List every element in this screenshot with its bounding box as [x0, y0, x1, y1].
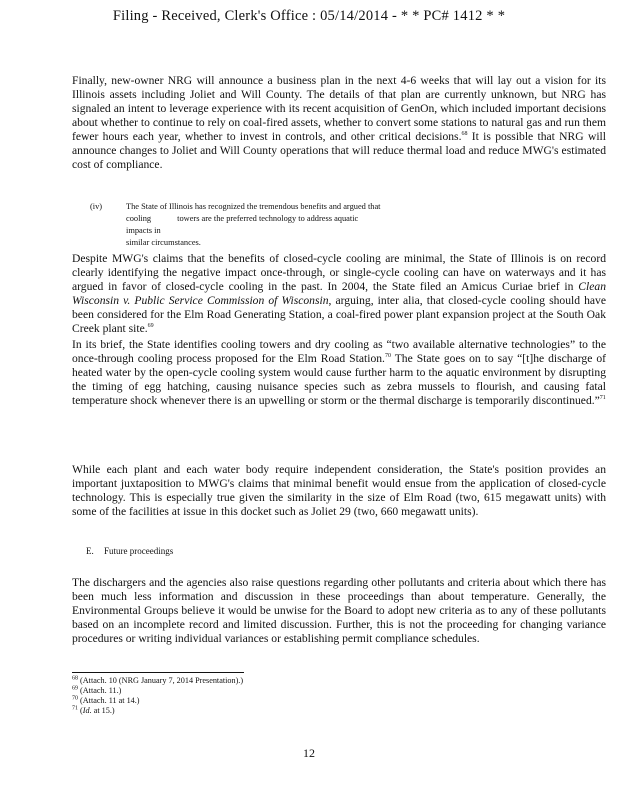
footnote-ref: 68 — [461, 131, 468, 138]
paragraph-text: , arguing, inter alia, that closed-cycle cooling should have been considered for the Elm Road Generating Station, a coal-fired power plant expansion project at the South Oak Creek plant site. — [72, 294, 606, 335]
subheading-iv-label: (iv) — [90, 202, 103, 211]
subheading-iv-title — [126, 201, 386, 249]
section-label: E. — [86, 546, 94, 556]
subheading-iv-line: The State of Illinois has recognized the tremendous benefits and argued that — [126, 202, 381, 211]
paragraph-state-position: While each plant and each water body require independent consideration, the State's position provides an important juxtaposition to MWG's claims that minimal benefit would ensue from the application of closed-cycle technology. This is especially true given the similarity in the size of Elm Road (two, 615 megawatt units) with some of the facilities at issue in this docket such as Joliet 29 (two, 660 megawatt units). — [72, 463, 606, 518]
footnotes — [72, 676, 243, 716]
case-name: Clean Wisconsin v. Public Service Commission of Wisconsin — [72, 280, 606, 307]
section-title: Future proceedings — [104, 546, 174, 556]
footnote-ref: 70 — [384, 353, 391, 360]
paragraph-future-proceedings: The dischargers and the agencies also raise questions regarding other pollutants and criteria about which there has been much less information and discussion in these proceedings than about temperature. Generally, the Environmental Groups believe it would be unwise for the Board to adopt new criteria as to any of these pollutants based on an incomplete record and limited discussion. Further, this is not the proceeding for changing variance procedures or writing individual variances or establishing permit compliance schedules. — [72, 576, 606, 645]
paragraph-text: Finally, new-owner NRG will announce a business plan in the next 4-6 weeks that will lay out a vision for its Illinois assets including Joliet and Will County. The details of that plan are currently unknown, but NRG has signaled an intent to leverage experience with its recent acquisition of GenOn, which included important decisions about whether to continue to rely on coal-fired assets, whether to convert some stations to natural gas and run them fewer hours each year, whether to invest in controls, and other critical decisions. — [72, 74, 606, 143]
paragraph-text: The State goes on to say “[t]he discharge of heated water by the open-cycle cooling system would cause further harm to the aquatic environment by disrupting the timing of egg hatching, causing nuisance species such as zebra mussels to flourish, and causing fatal temperature shock whenever there is an upwelling or storm or the thermal discharge is temporarily discontinued.” — [72, 352, 606, 407]
footnote-ref: 69 — [147, 323, 154, 330]
paragraph-text: It is possible that NRG will announce changes to Joliet and Will County operations that will reduce thermal load and reduce MWG's estimated cost of compliance. — [72, 130, 606, 171]
footnote-71: $^{71}$ (Id. at 15.) — [72, 705, 115, 715]
paragraph-state-amicus-brief — [72, 252, 606, 336]
filing-stamp-header: Filing - Received, Clerk's Office : 05/14/2014 - * * PC# 1412 * * — [112, 8, 506, 24]
footnote-ref: 71 — [599, 395, 606, 402]
page-number: 12 — [303, 746, 315, 760]
footnote-68: $^{68}$ (Attach. 10 (NRG January 7, 2014 Presentation).) — [72, 675, 244, 685]
subheading-iv-line: similar circumstances. — [126, 238, 201, 247]
paragraph-state-brief-cooling — [72, 338, 606, 408]
subheading-iv-line: cooling towers are the preferred technology to address aquatic impacts in — [126, 214, 359, 235]
footnote-69: $^{69}$ (Attach. 11.) — [72, 685, 122, 695]
footnote-separator — [72, 672, 244, 673]
paragraph-text: In its brief, the State identifies cooling towers and dry cooling as “two available alternative technologies” to the once-through cooling process proposed for the Elm Road Station. — [72, 338, 606, 365]
paragraph-text: Despite MWG's claims that the benefits of closed-cycle cooling are minimal, the State of Illinois is on record clearly identifying the negative impact once-through, or single-cycle cooling can have on waterways and it has argued in favor of closed-cycle cooling in the past. In 2004, the State filed an Amicus Curiae brief in — [72, 252, 606, 293]
section-heading-future-proceedings — [86, 546, 173, 556]
footnote-70: $^{70}$ (Attach. 11 at 14.) — [72, 695, 140, 705]
paragraph-nrg-business-plan — [72, 74, 606, 172]
